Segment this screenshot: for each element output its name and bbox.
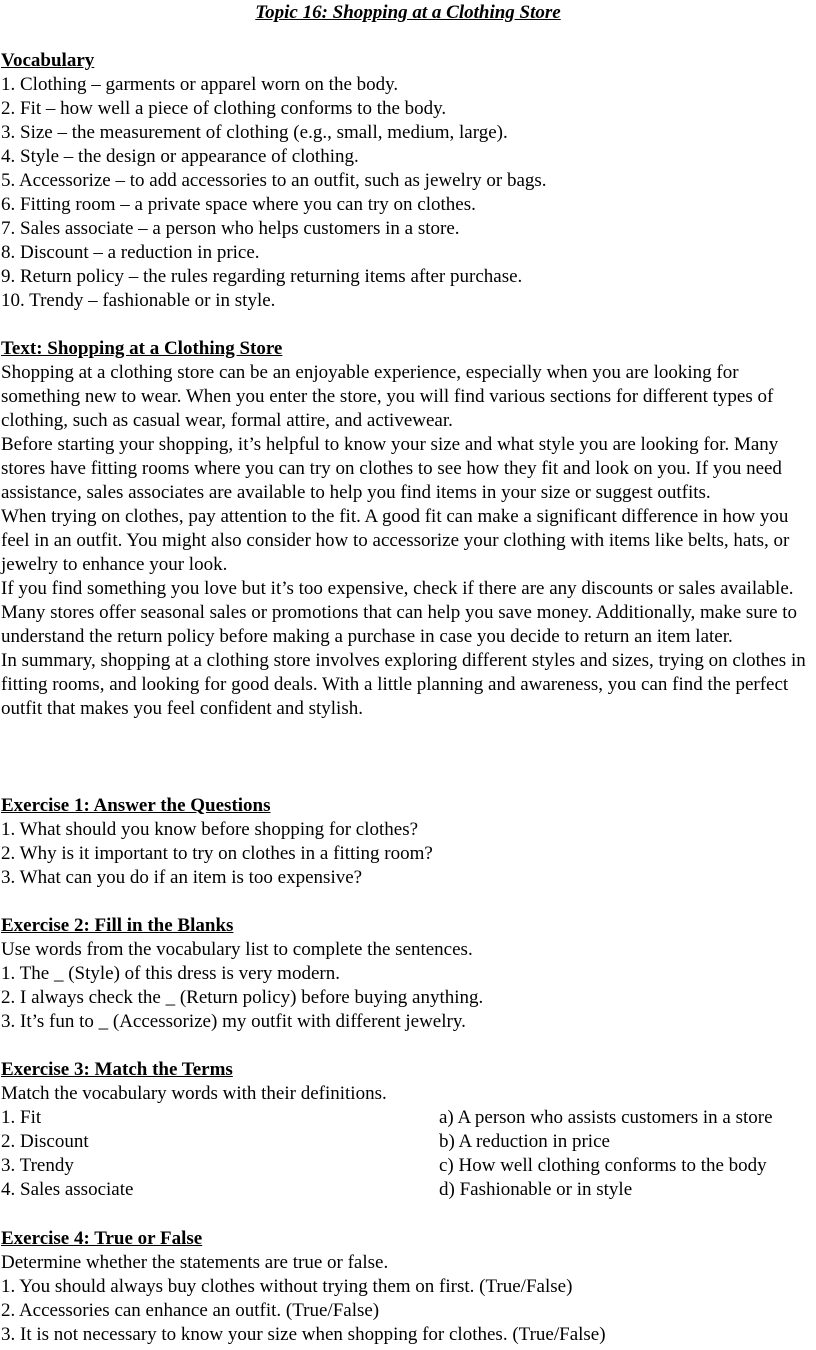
reading-paragraph: Shopping at a clothing store can be an enjoyable experience, especially when you are looking for something new to wear. When you enter the store, you will find various sections for different types of clothing, such as casual wear, formal attire, and activewear. bbox=[1, 362, 774, 431]
match-definition: a) A person who assists customers in a store bbox=[439, 1107, 773, 1128]
reading-paragraph: In summary, shopping at a clothing store involves exploring different styles and sizes, trying on clothes in fitting rooms, and looking for good deals. With a little planning and awareness, you can find the perfect outfit that makes you feel confident and stylish. bbox=[1, 650, 806, 719]
reading-text-heading: Text: Shopping at a Clothing Store bbox=[1, 338, 283, 359]
fill-blank-item: 2. I always check the _ (Return policy) before buying anything. bbox=[1, 987, 484, 1008]
match-definition: d) Fashionable or in style bbox=[439, 1179, 633, 1200]
vocabulary-item: 9. Return policy – the rules regarding returning items after purchase. bbox=[1, 266, 523, 287]
exercise-4-instruction: Determine whether the statements are true or false. bbox=[1, 1252, 389, 1273]
vocabulary-item: 10. Trendy – fashionable or in style. bbox=[1, 290, 276, 311]
true-false-item: 2. Accessories can enhance an outfit. (True/False) bbox=[1, 1300, 380, 1321]
vocabulary-section bbox=[1, 49, 815, 313]
match-definition: b) A reduction in price bbox=[439, 1131, 610, 1152]
true-false-item: 1. You should always buy clothes without trying them on first. (True/False) bbox=[1, 1276, 573, 1297]
exercise-2-instruction: Use words from the vocabulary list to complete the sentences. bbox=[1, 939, 473, 960]
exercise-1-section bbox=[1, 794, 815, 890]
exercise-3-heading: Exercise 3: Match the Terms bbox=[1, 1059, 233, 1080]
match-term: 2. Discount bbox=[1, 1131, 89, 1152]
reading-paragraph: When trying on clothes, pay attention to the fit. A good fit can make a significant difference in how you feel in an outfit. You might also consider how to accessorize your clothing with items like belts, hats, or jewelry to enhance your look. bbox=[1, 506, 790, 575]
fill-blank-item: 1. The _ (Style) of this dress is very modern. bbox=[1, 963, 340, 984]
reading-text-section bbox=[1, 337, 815, 721]
exercise-2-section bbox=[1, 914, 815, 1034]
reading-paragraph: If you find something you love but it’s too expensive, check if there are any discounts or sales available. Many stores offer seasonal sales or promotions that can help you save money. Additionally, make sure to understand the return policy before making a purchase in case you decide to return an item later. bbox=[1, 578, 798, 647]
vocabulary-item: 2. Fit – how well a piece of clothing conforms to the body. bbox=[1, 98, 447, 119]
exercise-2-heading: Exercise 2: Fill in the Blanks bbox=[1, 915, 234, 936]
vocabulary-item: 7. Sales associate – a person who helps customers in a store. bbox=[1, 218, 460, 239]
vocabulary-item: 8. Discount – a reduction in price. bbox=[1, 242, 260, 263]
question-item: 2. Why is it important to try on clothes in a fitting room? bbox=[1, 843, 433, 864]
exercise-3-section bbox=[1, 1058, 815, 1202]
true-false-item: 3. It is not necessary to know your size when shopping for clothes. (True/False) bbox=[1, 1324, 606, 1345]
exercise-3-instruction: Match the vocabulary words with their definitions. bbox=[1, 1083, 387, 1104]
match-row bbox=[1, 1106, 815, 1130]
exercise-4-section bbox=[1, 1227, 815, 1347]
exercise-4-heading: Exercise 4: True or False bbox=[1, 1228, 203, 1249]
page-title: Topic 16: Shopping at a Clothing Store bbox=[255, 2, 561, 23]
vocabulary-item: 1. Clothing – garments or apparel worn on the body. bbox=[1, 74, 399, 95]
question-item: 1. What should you know before shopping for clothes? bbox=[1, 819, 419, 840]
match-term: 1. Fit bbox=[1, 1107, 42, 1128]
fill-blank-item: 3. It’s fun to _ (Accessorize) my outfit with different jewelry. bbox=[1, 1011, 466, 1032]
exercise-1-heading: Exercise 1: Answer the Questions bbox=[1, 795, 271, 816]
match-term: 4. Sales associate bbox=[1, 1179, 134, 1200]
match-row bbox=[1, 1130, 815, 1154]
question-item: 3. What can you do if an item is too expensive? bbox=[1, 867, 363, 888]
match-definition: c) How well clothing conforms to the body bbox=[439, 1155, 767, 1176]
reading-paragraph: Before starting your shopping, it’s helpful to know your size and what style you are looking for. Many stores have fitting rooms where you can try on clothes to see how they fit and look on you. If you need assistance, sales associates are available to help you find items in your size or suggest outfits. bbox=[1, 434, 782, 503]
match-term: 3. Trendy bbox=[1, 1155, 74, 1176]
vocabulary-item: 3. Size – the measurement of clothing (e.g., small, medium, large). bbox=[1, 122, 508, 143]
vocabulary-heading: Vocabulary bbox=[1, 50, 95, 71]
match-row bbox=[1, 1178, 815, 1202]
vocabulary-item: 6. Fitting room – a private space where you can try on clothes. bbox=[1, 194, 476, 215]
vocabulary-item: 5. Accessorize – to add accessories to an outfit, such as jewelry or bags. bbox=[1, 170, 547, 191]
vocabulary-item: 4. Style – the design or appearance of clothing. bbox=[1, 146, 359, 167]
match-row bbox=[1, 1154, 815, 1178]
